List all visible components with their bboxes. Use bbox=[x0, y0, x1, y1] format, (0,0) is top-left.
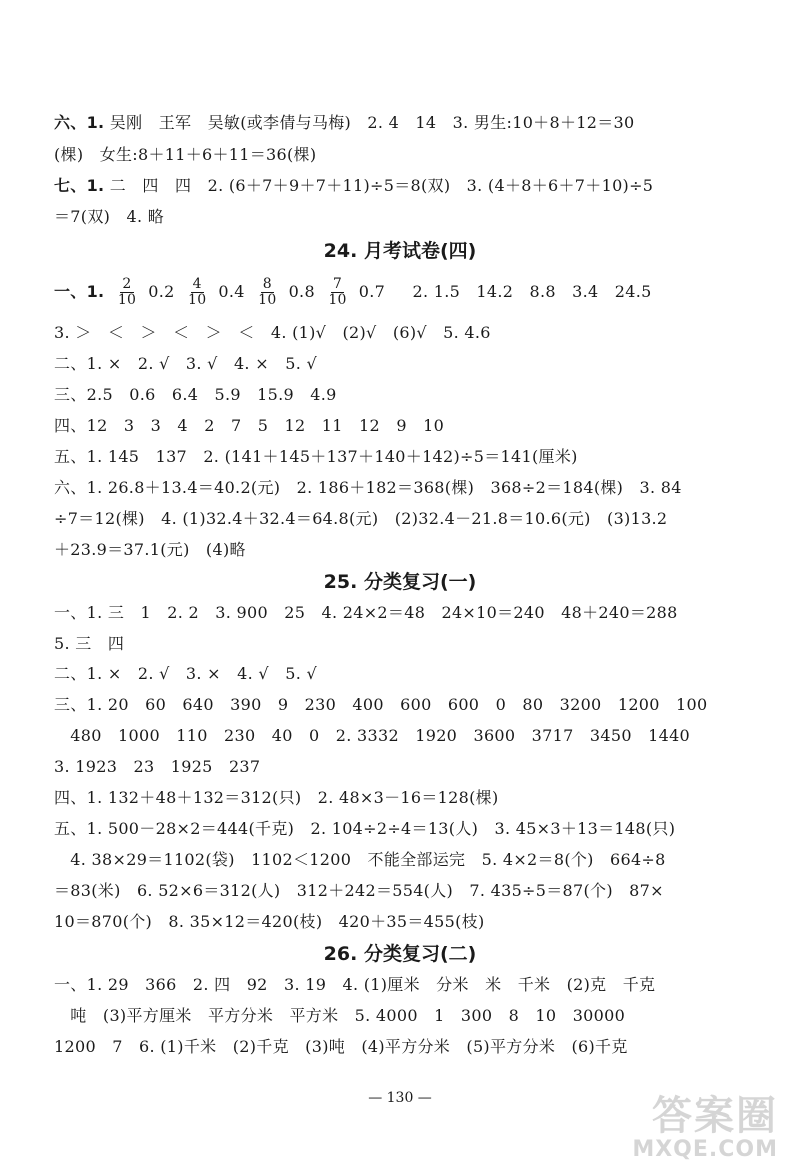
answer-line: 一、1. 三 1 2. 2 3. 900 25 4. 24×2＝48 24×10＝240 48＋240＝288 bbox=[54, 603, 678, 622]
answer-line: 1200 7 6. (1)千米 (2)千克 (3)吨 (4)平方分米 (5)平方分米 (6)千克 bbox=[54, 1037, 628, 1056]
answer-line: ＋23.9＝37.1(元) (4)略 bbox=[54, 540, 246, 559]
answer-line: 480 1000 110 230 40 0 2. 3332 1920 3600 3717 3450 1440 bbox=[54, 726, 691, 745]
fraction: $\frac{2}{10}$ bbox=[117, 276, 137, 308]
answer-line: 一、1. 29 366 2. 四 92 3. 19 4. (1)厘米 分米 米 千米 (2)克 千克 bbox=[54, 975, 656, 994]
answer-line: 四、1. 132＋48＋132＝312(只) 2. 48×3－16＝128(棵) bbox=[54, 788, 499, 807]
answer-line: ＝83(米) 6. 52×6＝312(人) 312＋242＝554(人) 7. 435÷5＝87(个) 87× bbox=[54, 881, 664, 900]
answer-line: 五、1. 500－28×2＝444(千克) 2. 104÷2÷4＝13(人) 3. 45×3＋13＝148(只) bbox=[54, 819, 676, 838]
answer-line: 10＝870(个) 8. 35×12＝420(枝) 420＋35＝455(枝) bbox=[54, 912, 485, 931]
answer-line: 六、1. 吴刚 王军 吴敏(或李倩与马梅) 2. 4 14 3. 男生:10＋8＋12＝30 bbox=[54, 113, 635, 132]
answer-line: 七、1. 二 四 四 2. (6＋7＋9＋7＋11)÷5＝8(双) 3. (4＋8＋6＋7＋10)÷5 bbox=[54, 176, 654, 195]
answer-line: 5. 三 四 bbox=[54, 634, 125, 653]
answer-line: 二、1. × 2. √ 3. × 4. √ 5. √ bbox=[54, 664, 317, 683]
answer-line: 六、1. 26.8＋13.4＝40.2(元) 2. 186＋182＝368(棵) 368÷2＝184(棵) 3. 84 bbox=[54, 478, 682, 497]
answer-line: 五、1. 145 137 2. (141＋145＋137＋140＋142)÷5＝141(厘米) bbox=[54, 447, 578, 466]
answer-line: 4. 38×29＝1102(袋) 1102＜1200 不能全部运完 5. 4×2＝8(个) 664÷8 bbox=[54, 850, 666, 869]
section-title: 24. 月考试卷(四) bbox=[323, 240, 477, 262]
page-number: — 130 — bbox=[368, 1090, 432, 1106]
fraction: $\frac{7}{10}$ bbox=[328, 276, 347, 308]
answer-line: (棵) 女生:8＋11＋6＋11＝36(棵) bbox=[54, 145, 317, 164]
answer-line: 吨 (3)平方厘米 平方分米 平方米 5. 4000 1 300 8 10 30000 bbox=[54, 1006, 626, 1025]
fraction-line: 一、1. $\frac{2}{10}$ 0.2 $\frac{4}{10}$ 0.4 $\frac{8}{10}$ 0.8 $\frac{7}{10}$ 0.7 2. 1.5 14.2 8.8 3.4 24.5 bbox=[54, 276, 652, 308]
answer-line: 四、12 3 3 4 2 7 5 12 11 12 9 10 bbox=[54, 416, 445, 435]
answer-line: 三、1. 20 60 640 390 9 230 400 600 600 0 80 3200 1200 100 bbox=[54, 695, 708, 714]
fraction: $\frac{8}{10}$ bbox=[258, 276, 277, 308]
watermark-site-text: MXQE.COM bbox=[632, 1137, 778, 1162]
answer-line: ＝7(双) 4. 略 bbox=[54, 207, 165, 226]
answer-line: 3. ＞ ＜ ＞ ＜ ＞ ＜ 4. (1)√ (2)√ (6)√ 5. 4.6 bbox=[54, 323, 491, 342]
section-title: 25. 分类复习(一) bbox=[323, 571, 477, 593]
fraction: $\frac{4}{10}$ bbox=[187, 276, 207, 308]
answer-line: 二、1. × 2. √ 3. √ 4. × 5. √ bbox=[54, 354, 317, 373]
answer-line: ÷7＝12(棵) 4. (1)32.4＋32.4＝64.8(元) (2)32.4－21.8＝10.6(元) (3)13.2 bbox=[54, 509, 668, 528]
answer-line: 三、2.5 0.6 6.4 5.9 15.9 4.9 bbox=[54, 385, 337, 404]
watermark-logo-text: 答案圈 bbox=[652, 1093, 778, 1139]
watermark-logo bbox=[608, 1093, 778, 1162]
section-title: 26. 分类复习(二) bbox=[323, 943, 477, 965]
answer-line: 3. 1923 23 1925 237 bbox=[54, 757, 261, 776]
